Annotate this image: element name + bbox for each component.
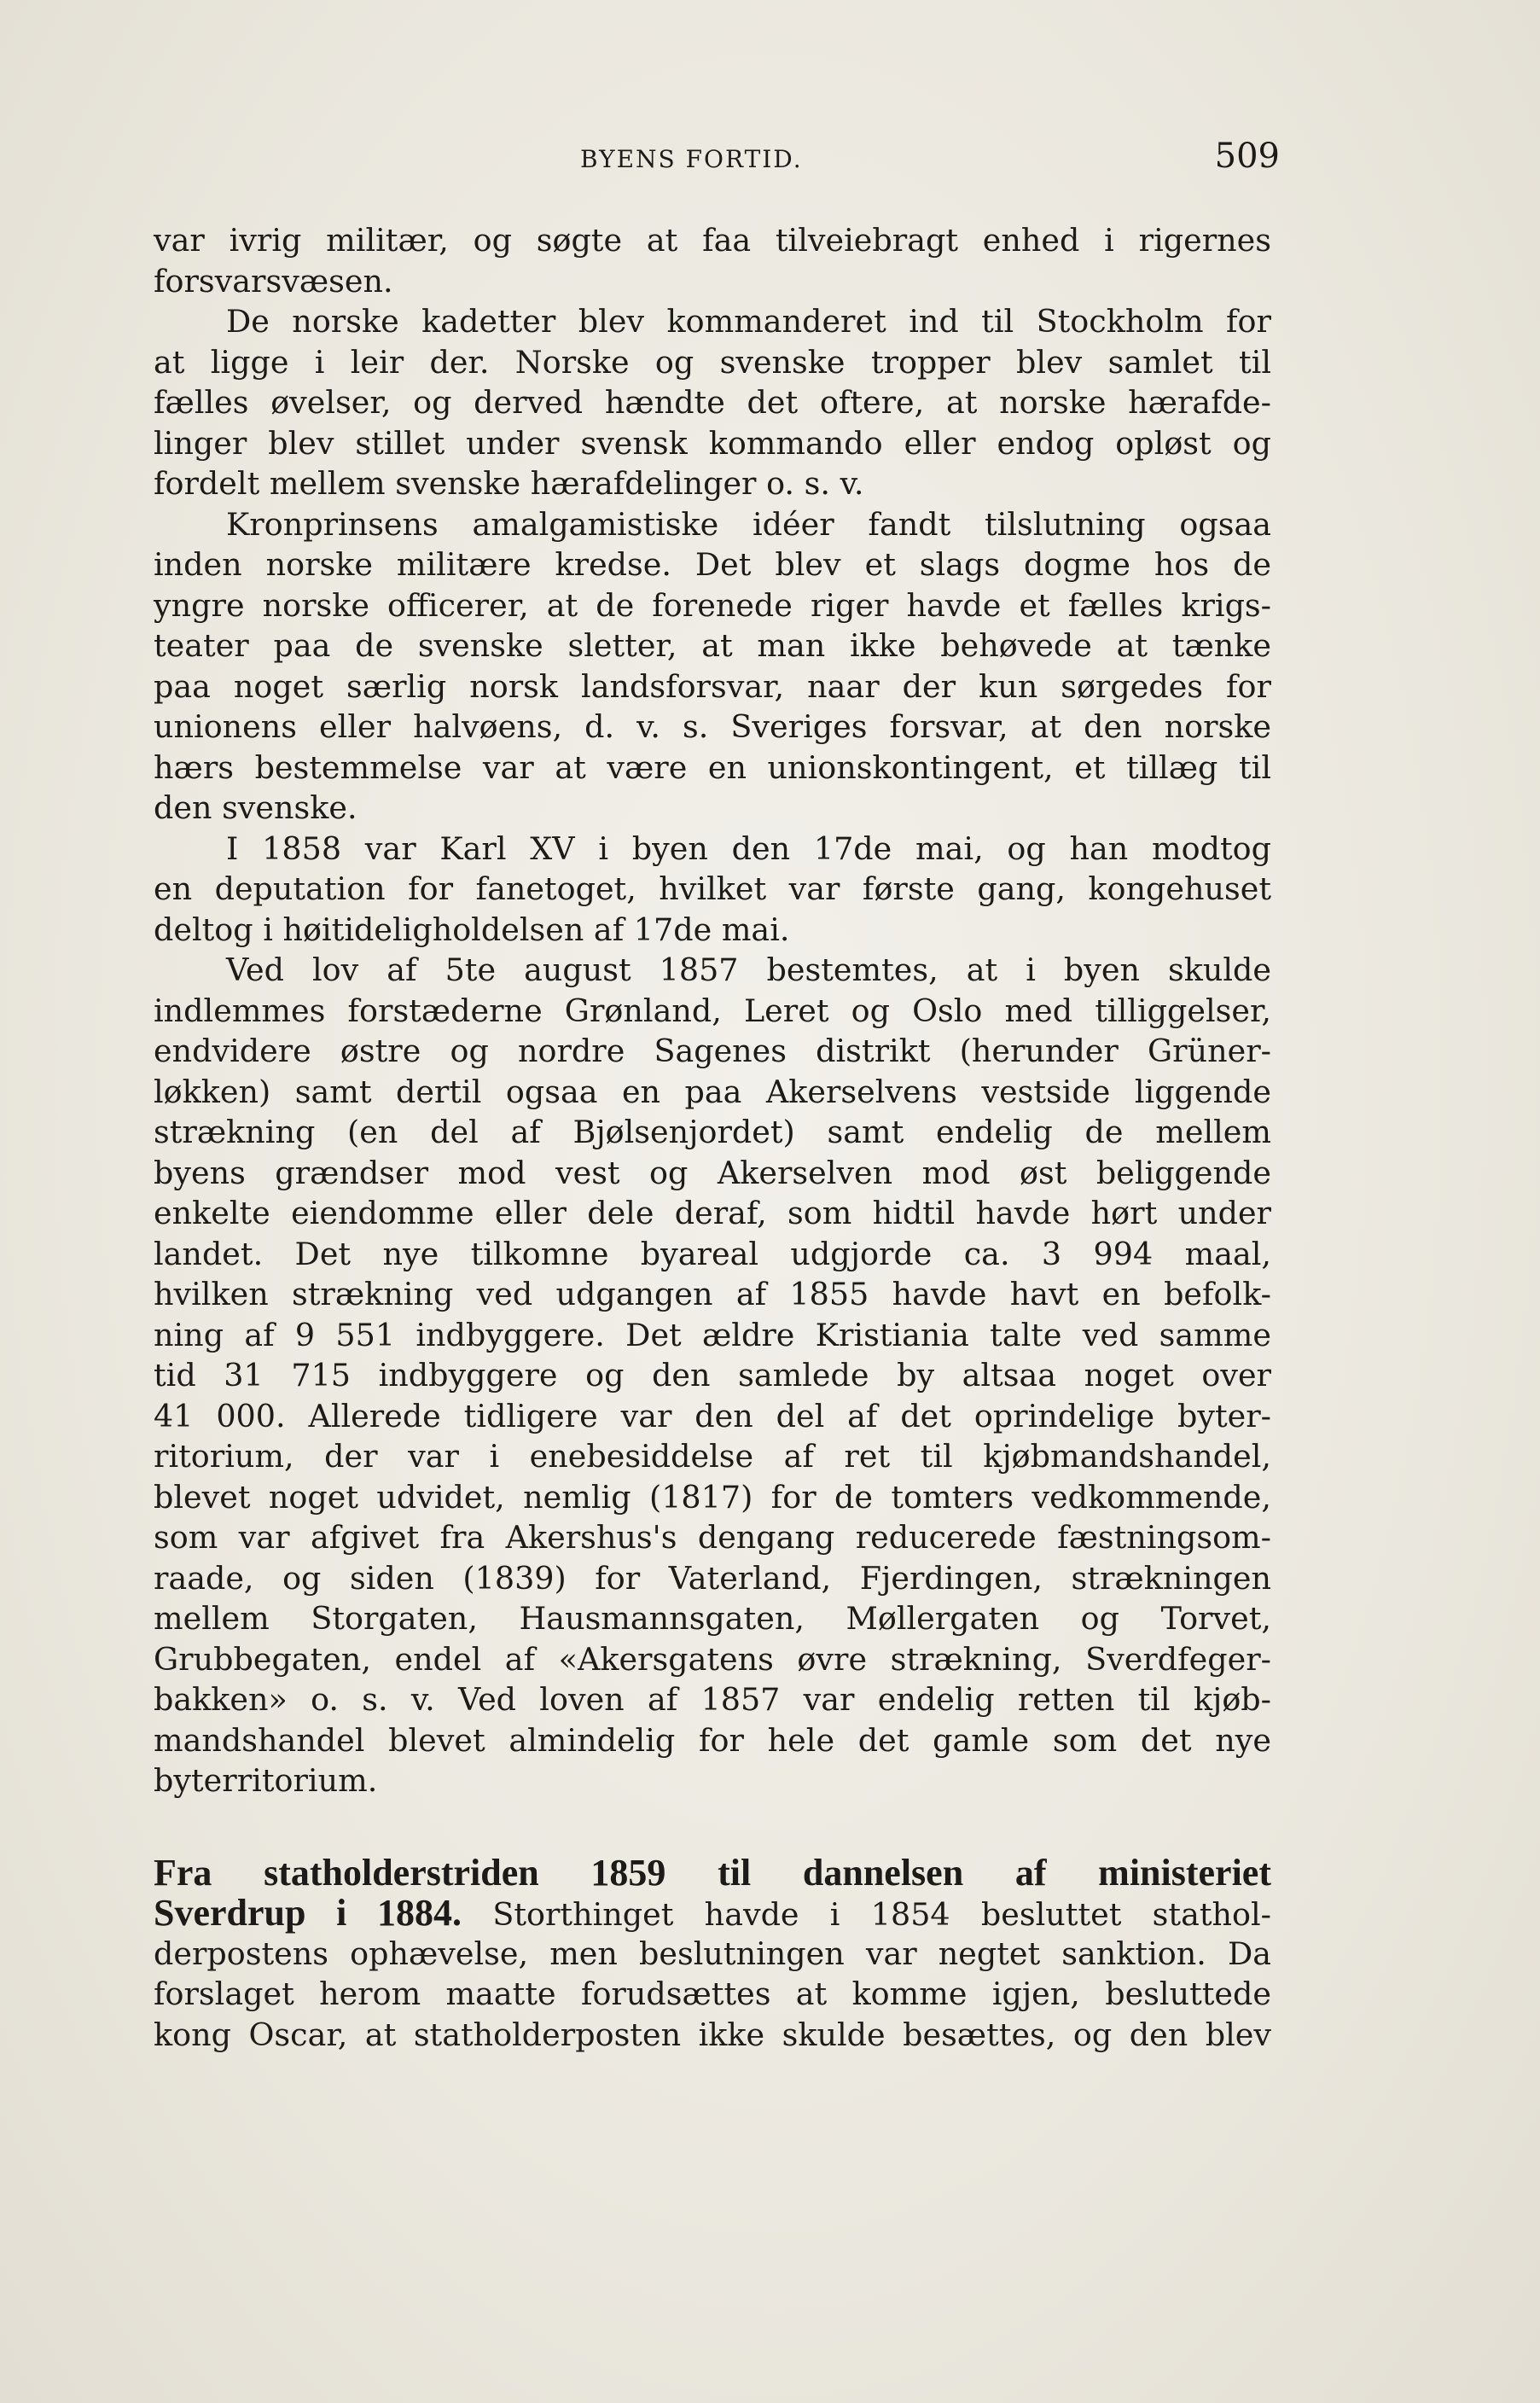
text-line: en deputation for fanetoget, hvilket var første gang, kongehuset (154, 870, 1271, 907)
text-line: indlemmes forstæderne Grønland, Leret og Oslo med tilliggelser, (154, 992, 1271, 1029)
text-line: paa noget særlig norsk landsforsvar, naar der kun sørgedes for (154, 667, 1271, 705)
text-line: inden norske militære kredse. Det blev et slags dogme hos de (154, 546, 1271, 583)
paragraph (154, 504, 1271, 829)
text-line: teater paa de svenske sletter, at man ikke behøvede at tænke (154, 627, 1271, 664)
text-line: fælles øvelser, og derved hændte det oftere, at norske hærafde- (154, 384, 1271, 421)
body-text (154, 220, 1271, 2055)
text-line: bakken» o. s. v. Ved loven af 1857 var endelig retten til kjøb- (154, 1681, 1271, 1718)
text-line: fordelt mellem svenske hærafdelinger o. s. v. (154, 465, 864, 502)
text-line: hvilken strækning ved udgangen af 1855 havde havt en befolk- (154, 1276, 1271, 1312)
text-line: kong Oscar, at statholderposten ikke skulde besættes, og den blev (154, 2016, 1271, 2053)
text-run: Storthinget havde i 1854 besluttet stathol- (462, 1896, 1271, 1933)
text-line: deltog i høitideligholdelsen af 17de mai. (154, 911, 790, 948)
text-line: hærs bestemmelse var at være en unionskontingent, et tillæg til (154, 748, 1271, 786)
page-header (154, 137, 1280, 188)
paragraph (154, 950, 1271, 1801)
text-line: ning af 9 551 indbyggere. Det ældre Kristiania talte ved samme (154, 1316, 1271, 1353)
text-line: landet. Det nye tilkomne byareal udgjorde ca. 3 994 maal, (154, 1235, 1271, 1272)
text-line: byens grændser mod vest og Akerselven mod øst beliggende (154, 1154, 1271, 1191)
text-line: at ligge i leir der. Norske og svenske tropper blev samlet til (154, 343, 1271, 381)
text-line: endvidere østre og nordre Sagenes distrikt (herunder Grüner- (154, 1033, 1271, 1069)
text-line: yngre norske officerer, at de forenede riger havde et fælles krigs- (154, 586, 1271, 624)
text-line: Kronprinsens amalgamistiske idéer fandt tilslutning ogsaa (226, 505, 1271, 543)
text-line (154, 1893, 1271, 1934)
text-line: Ved lov af 5te august 1857 bestemtes, at i byen skulde (226, 951, 1271, 988)
text-line: derpostens ophævelse, men beslutningen var negtet sanktion. Da (154, 1935, 1271, 1972)
section-heading: Fra statholderstriden 1859 til dannelsen af ministeriet (154, 1851, 1271, 1894)
text-line: 41 000. Allerede tidligere var den del af det oprindelige byter- (154, 1397, 1271, 1434)
text-line: byterritorium. (154, 1762, 378, 1799)
text-line: unionens eller halvøens, d. v. s. Sveriges forsvar, at den norske (154, 708, 1271, 745)
section-paragraph (154, 1853, 1271, 2056)
text-line: I 1858 var Karl XV i byen den 17de mai, og han modtog (226, 829, 1271, 867)
text-line: tid 31 715 indbyggere og den samlede by altsaa noget over (154, 1357, 1271, 1394)
text-line: blevet noget udvidet, nemlig (1817) for de tomters vedkommende, (154, 1478, 1271, 1516)
text-line: som var afgivet fra Akershus's dengang reducerede fæstningsom- (154, 1519, 1271, 1556)
text-line: linger blev stillet under svensk kommando eller endog opløst og (154, 424, 1271, 462)
text-line: forslaget herom maatte forudsættes at komme igjen, besluttede (154, 1975, 1271, 2012)
text-line: forsvarsvæsen. (154, 262, 393, 300)
text-line: raade, og siden (1839) for Vaterland, Fjerdingen, strækningen (154, 1559, 1271, 1597)
text-line: ritorium, der var i enebesiddelse af ret til kjøbmandshandel, (154, 1438, 1271, 1475)
text-line: var ivrig militær, og søgte at faa tilveiebragt enhed i rigernes (154, 222, 1271, 259)
paragraph (154, 829, 1271, 951)
text-line: den svenske. (154, 789, 357, 826)
text-line: Grubbegaten, endel af «Akersgatens øvre strækning, Sverdfeger- (154, 1640, 1271, 1678)
text-line: løkken) samt dertil ogsaa en paa Akerselvens vestside liggende (154, 1073, 1271, 1110)
page-number: 509 (1214, 137, 1280, 176)
running-title: BYENS FORTID. (580, 145, 803, 173)
text-line: strækning (en del af Bjølsenjordet) samt endelig de mellem (154, 1114, 1271, 1150)
paragraph (154, 220, 1271, 301)
text-line: mandshandel blevet almindelig for hele det gamle som det nye (154, 1721, 1271, 1759)
text-line: De norske kadetter blev kommanderet ind til Stockholm for (226, 303, 1271, 340)
section-heading-continued: Sverdrup i 1884. (154, 1892, 462, 1934)
text-line: mellem Storgaten, Hausmannsgaten, Møllergaten og Torvet, (154, 1600, 1271, 1637)
text-line: enkelte eiendomme eller dele deraf, som hidtil havde hørt under (154, 1195, 1271, 1231)
section-gap (154, 1801, 1271, 1853)
paragraph (154, 301, 1271, 504)
